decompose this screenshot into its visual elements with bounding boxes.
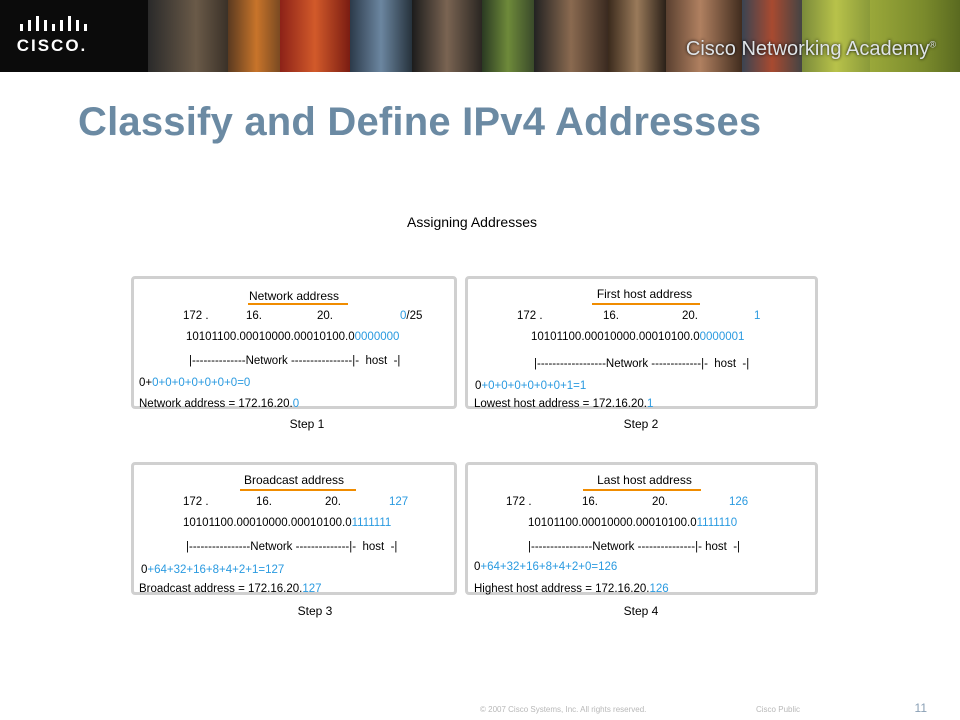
- cisco-logo: [14, 12, 90, 60]
- bit-sum: [141, 564, 284, 576]
- academy-name: Cisco Networking Academy: [685, 38, 930, 60]
- binary-network-bits: 10101100.00010000.00010100.0: [531, 331, 700, 343]
- result-host: 1: [646, 398, 654, 410]
- panel-broadcast-address: [131, 462, 457, 595]
- binary-address: [531, 331, 744, 343]
- octet-2: 16.: [256, 496, 272, 508]
- bit-sum: [139, 377, 250, 389]
- panel-last-host-address: [465, 462, 818, 595]
- octet-2: 16.: [246, 310, 262, 322]
- bit-sum-values: +64+32+16+8+4+2+0=126: [480, 561, 618, 573]
- bit-sum-lead: 0: [474, 561, 481, 573]
- network-host-divider: |------------------Network -------------|- host -|: [534, 358, 750, 370]
- network-host-divider: |----------------Network --------------|- host -|: [186, 541, 398, 553]
- academy-logo-text: [686, 38, 936, 61]
- panel-first-host-address: [465, 276, 818, 409]
- panel-title: First host address: [596, 287, 693, 301]
- octet-3: 20.: [325, 496, 341, 508]
- octet-1: 172 .: [517, 310, 543, 322]
- result-line: [139, 398, 299, 410]
- bit-sum-lead: 0: [475, 380, 482, 392]
- step-label: Step 1: [289, 417, 325, 431]
- octet-3: 20.: [652, 496, 668, 508]
- octet-4: 126: [729, 496, 749, 508]
- binary-host-bits: 0000001: [699, 331, 745, 343]
- title-underline: [248, 303, 348, 305]
- binary-network-bits: 10101100.00010000.00010100.0: [186, 331, 355, 343]
- binary-network-bits: 10101100.00010000.00010100.0: [528, 517, 697, 529]
- step-label: Step 3: [297, 604, 333, 618]
- classification-label: Cisco Public: [756, 705, 801, 714]
- result-host: 126: [649, 583, 669, 595]
- title-underline: [592, 303, 700, 305]
- title-underline: [240, 489, 356, 491]
- octet-3: 20.: [682, 310, 698, 322]
- octet-1: 172 .: [506, 496, 532, 508]
- octet-4: 0: [400, 310, 407, 322]
- result-label: Highest host address = 172.16.20.: [474, 583, 650, 595]
- copyright-notice: © 2007 Cisco Systems, Inc. All rights reserved.: [480, 705, 647, 714]
- panel-title: Last host address: [597, 473, 692, 487]
- octet-2: 16.: [582, 496, 598, 508]
- panel-network-address: [131, 276, 457, 409]
- octet-1: 172 .: [183, 310, 209, 322]
- result-host: 0: [292, 398, 300, 410]
- bit-sum-lead: 0: [141, 564, 148, 576]
- step-label: Step 2: [623, 417, 659, 431]
- bit-sum-values: +0+0+0+0+0+0+1=1: [481, 380, 587, 392]
- bit-sum: [475, 380, 586, 392]
- binary-host-bits: 1111111: [351, 517, 392, 529]
- registered-mark: ®: [929, 39, 936, 50]
- binary-network-bits: 10101100.00010000.00010100.0: [183, 517, 352, 529]
- result-label: Lowest host address = 172.16.20.: [474, 398, 647, 410]
- result-label: Network address = 172.16.20.: [139, 398, 293, 410]
- cisco-bridge-icon: [14, 12, 90, 34]
- octet-3: 20.: [317, 310, 333, 322]
- panel-title: Network address: [248, 289, 340, 303]
- title-underline: [583, 489, 701, 491]
- figure-title: Assigning Addresses: [407, 214, 537, 230]
- cisco-wordmark: CISCO.: [16, 36, 88, 55]
- result-line: [474, 583, 669, 595]
- bit-sum: [474, 561, 617, 573]
- network-host-divider: |----------------Network ---------------|- host -|: [528, 541, 741, 553]
- bit-sum-values: +64+32+16+8+4+2+1=127: [147, 564, 285, 576]
- panel-title: Broadcast address: [243, 473, 345, 487]
- bit-sum-lead: 0+: [139, 377, 153, 389]
- header-photo-strip: [148, 0, 960, 72]
- binary-host-bits: 1111110: [696, 517, 738, 529]
- network-host-divider: |--------------Network ----------------|- host -|: [189, 355, 401, 367]
- bit-sum-values: 0+0+0+0+0+0+0=0: [152, 377, 251, 389]
- octet-2: 16.: [603, 310, 619, 322]
- binary-address: [528, 517, 737, 529]
- slide-title: Classify and Define IPv4 Addresses: [78, 100, 762, 144]
- binary-address: [186, 331, 399, 343]
- binary-address: [183, 517, 391, 529]
- binary-host-bits: 0000000: [354, 331, 400, 343]
- octet-4: 127: [389, 496, 409, 508]
- result-line: [139, 583, 322, 595]
- header-banner: [0, 0, 960, 72]
- result-label: Broadcast address = 172.16.20.: [139, 583, 303, 595]
- result-line: [474, 398, 653, 410]
- step-label: Step 4: [623, 604, 659, 618]
- prefix-length: /25: [406, 310, 423, 322]
- octet-1: 172 .: [183, 496, 209, 508]
- result-host: 127: [302, 583, 322, 595]
- octet-4: 1: [754, 310, 761, 322]
- page-number: 11: [914, 701, 927, 715]
- octet-4-prefix: [400, 310, 422, 322]
